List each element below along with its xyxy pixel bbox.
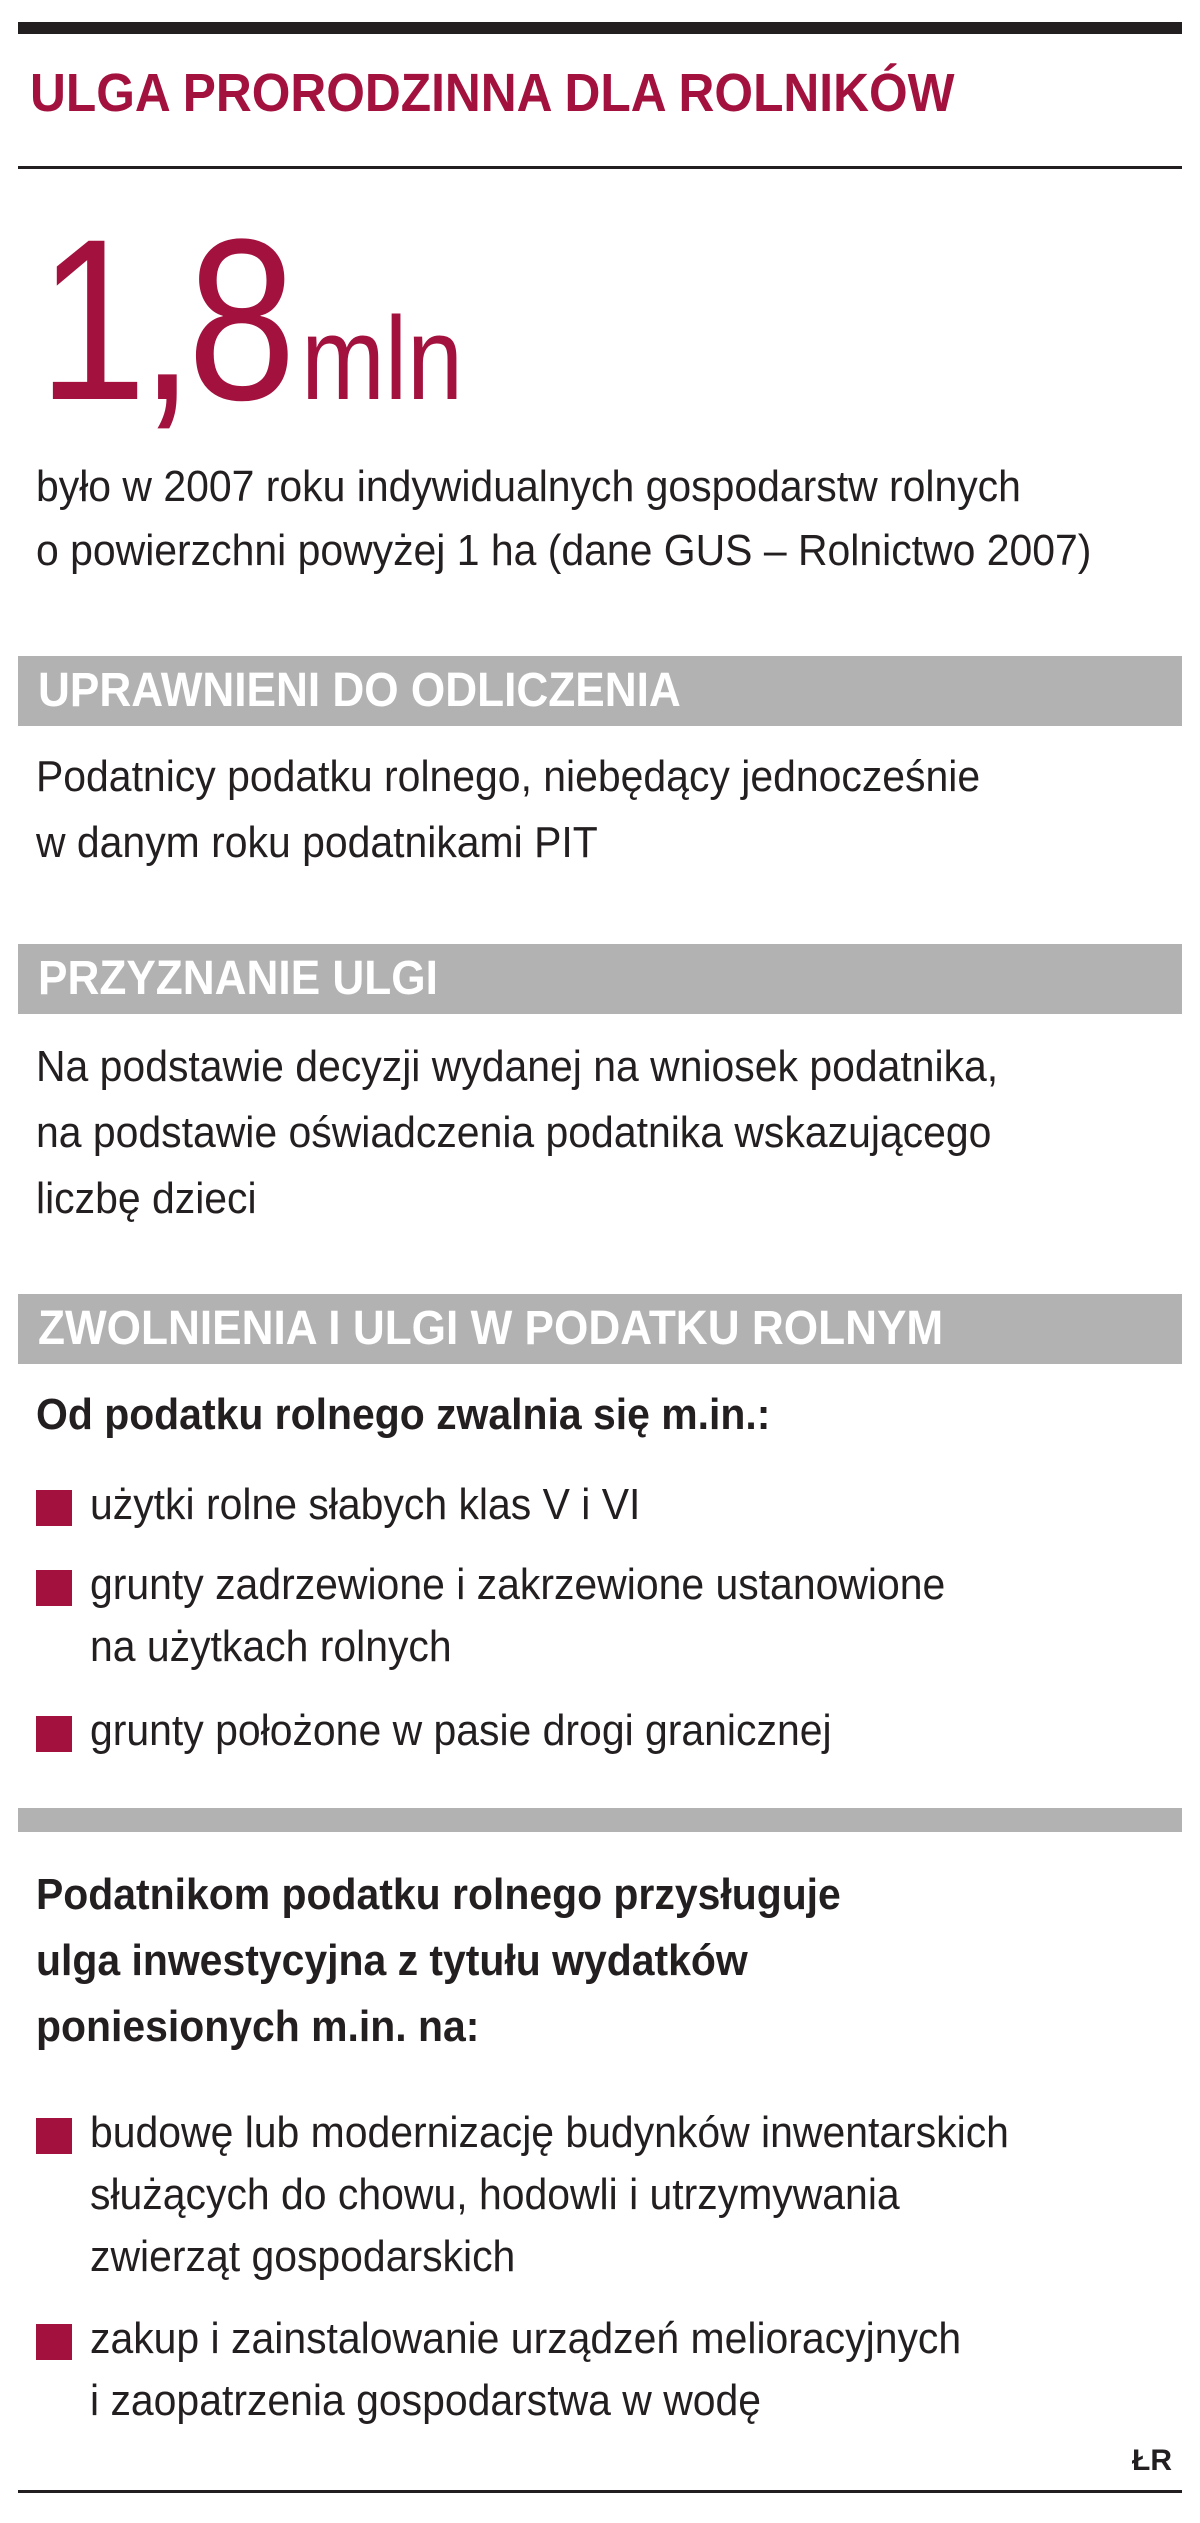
page-title: ULGA PRORODZINNA DLA ROLNIKÓW: [30, 63, 955, 123]
section-header-eligible: [18, 656, 1182, 726]
list-item-text: użytki rolne słabych klas V i VI: [90, 1480, 641, 1529]
headline-description-line2: o powierzchni powyżej 1 ha (dane GUS – Rolnictwo 2007): [36, 526, 1092, 575]
list-item-text: budowę lub modernizację budynków inwentarskich: [90, 2108, 1009, 2157]
granting-line3: liczbę dzieci: [36, 1174, 257, 1223]
list-item-text: zakup i zainstalowanie urządzeń melioracyjnych: [90, 2314, 962, 2363]
eligible-line2: w danym roku podatnikami PIT: [36, 818, 598, 867]
list-item-text: zwierząt gospodarskich: [90, 2232, 516, 2281]
section-divider: [18, 1808, 1182, 1832]
exemptions-intro: Od podatku rolnego zwalnia się m.in.:: [36, 1390, 771, 1439]
granting-line1: Na podstawie decyzji wydanej na wniosek podatnika,: [36, 1042, 999, 1091]
top-border: [18, 22, 1182, 34]
headline-figure: [38, 191, 463, 448]
list-item-text: na użytkach rolnych: [90, 1622, 452, 1671]
section-header-exemptions: [18, 1294, 1182, 1364]
investment-intro-line3: poniesionych m.in. na:: [36, 2002, 480, 2051]
headline-value: 1,8: [38, 191, 290, 448]
author-credit: ŁR: [1132, 2444, 1172, 2477]
bullet-square-icon: [36, 1490, 72, 1526]
bullet-square-icon: [36, 1716, 72, 1752]
headline-description-line1: było w 2007 roku indywidualnych gospodarstw rolnych: [36, 462, 1021, 511]
investment-intro-line2: ulga inwestycyjna z tytułu wydatków: [36, 1936, 748, 1985]
section-header-granting: [18, 944, 1182, 1014]
bullet-square-icon: [36, 2118, 72, 2154]
list-item-text: i zaopatrzenia gospodarstwa w wodę: [90, 2376, 762, 2425]
title-divider: [18, 166, 1182, 169]
headline-unit: mln: [301, 293, 463, 425]
investment-intro-line1: Podatnikom podatku rolnego przysługuje: [36, 1870, 841, 1919]
granting-line2: na podstawie oświadczenia podatnika wskazującego: [36, 1108, 992, 1157]
eligible-line1: Podatnicy podatku rolnego, niebędący jednocześnie: [36, 752, 981, 801]
section-title-exemptions: ZWOLNIENIA I ULGI W PODATKU ROLNYM: [38, 1302, 944, 1355]
bullet-square-icon: [36, 2324, 72, 2360]
section-title-granting: PRZYZNANIE ULGI: [38, 952, 438, 1005]
list-item-text: grunty zadrzewione i zakrzewione ustanowione: [90, 1560, 946, 1609]
list-item-text: służących do chowu, hodowli i utrzymywania: [90, 2170, 900, 2219]
bottom-border: [18, 2490, 1182, 2493]
bullet-square-icon: [36, 1570, 72, 1606]
list-item-text: grunty położone w pasie drogi granicznej: [90, 1706, 832, 1755]
section-title-eligible: UPRAWNIENI DO ODLICZENIA: [38, 664, 681, 717]
